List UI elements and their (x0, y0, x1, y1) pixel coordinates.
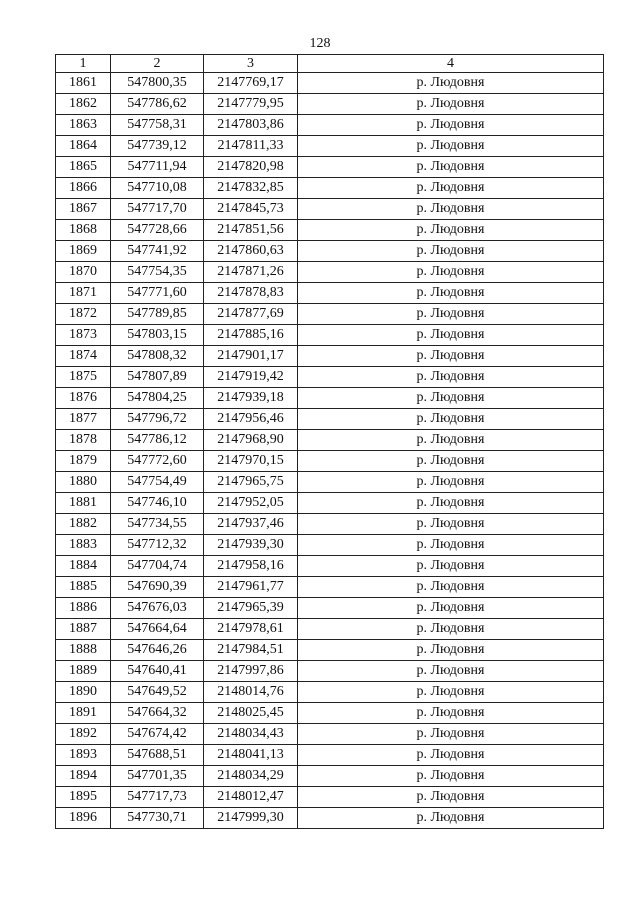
cell-y-coordinate: 2148034,43 (204, 724, 298, 745)
table-row (56, 745, 604, 766)
cell-description: р. Людовня (298, 388, 604, 409)
cell-y-coordinate: 2147968,90 (204, 430, 298, 451)
cell-y-coordinate: 2147820,98 (204, 157, 298, 178)
cell-point-number: 1883 (56, 535, 111, 556)
cell-point-number: 1875 (56, 367, 111, 388)
cell-y-coordinate: 2147803,86 (204, 115, 298, 136)
cell-description: р. Людовня (298, 241, 604, 262)
cell-description: р. Людовня (298, 94, 604, 115)
cell-y-coordinate: 2147965,39 (204, 598, 298, 619)
cell-description: р. Людовня (298, 556, 604, 577)
cell-x-coordinate: 547664,32 (111, 703, 204, 724)
cell-x-coordinate: 547676,03 (111, 598, 204, 619)
cell-x-coordinate: 547688,51 (111, 745, 204, 766)
cell-description: р. Людовня (298, 325, 604, 346)
cell-x-coordinate: 547734,55 (111, 514, 204, 535)
cell-description: р. Людовня (298, 493, 604, 514)
cell-point-number: 1861 (56, 73, 111, 94)
cell-x-coordinate: 547640,41 (111, 661, 204, 682)
cell-x-coordinate: 547772,60 (111, 451, 204, 472)
cell-x-coordinate: 547746,10 (111, 493, 204, 514)
cell-x-coordinate: 547710,08 (111, 178, 204, 199)
cell-x-coordinate: 547646,26 (111, 640, 204, 661)
column-header-description: 4 (298, 55, 604, 73)
cell-y-coordinate: 2147997,86 (204, 661, 298, 682)
cell-description: р. Людовня (298, 409, 604, 430)
table-row (56, 682, 604, 703)
cell-point-number: 1896 (56, 808, 111, 829)
cell-y-coordinate: 2147937,46 (204, 514, 298, 535)
cell-x-coordinate: 547730,71 (111, 808, 204, 829)
table-row (56, 304, 604, 325)
cell-y-coordinate: 2147779,95 (204, 94, 298, 115)
cell-x-coordinate: 547771,60 (111, 283, 204, 304)
cell-x-coordinate: 547808,32 (111, 346, 204, 367)
table-row (56, 619, 604, 640)
cell-description: р. Людовня (298, 598, 604, 619)
cell-point-number: 1876 (56, 388, 111, 409)
cell-description: р. Людовня (298, 472, 604, 493)
cell-point-number: 1880 (56, 472, 111, 493)
cell-description: р. Людовня (298, 304, 604, 325)
cell-x-coordinate: 547704,74 (111, 556, 204, 577)
cell-y-coordinate: 2148014,76 (204, 682, 298, 703)
cell-x-coordinate: 547664,64 (111, 619, 204, 640)
coordinates-table (55, 54, 604, 829)
cell-x-coordinate: 547741,92 (111, 241, 204, 262)
cell-x-coordinate: 547796,72 (111, 409, 204, 430)
cell-x-coordinate: 547728,66 (111, 220, 204, 241)
cell-description: р. Людовня (298, 136, 604, 157)
table-row (56, 220, 604, 241)
table-row (56, 535, 604, 556)
column-header-point-number: 1 (56, 55, 111, 73)
cell-y-coordinate: 2147978,61 (204, 619, 298, 640)
cell-y-coordinate: 2147845,73 (204, 199, 298, 220)
cell-point-number: 1871 (56, 283, 111, 304)
table-row (56, 115, 604, 136)
cell-x-coordinate: 547690,39 (111, 577, 204, 598)
cell-y-coordinate: 2148041,13 (204, 745, 298, 766)
table-row (56, 703, 604, 724)
cell-x-coordinate: 547739,12 (111, 136, 204, 157)
cell-y-coordinate: 2147984,51 (204, 640, 298, 661)
cell-point-number: 1868 (56, 220, 111, 241)
table-row (56, 199, 604, 220)
table-row (56, 430, 604, 451)
cell-y-coordinate: 2147939,18 (204, 388, 298, 409)
table-row (56, 136, 604, 157)
cell-description: р. Людовня (298, 514, 604, 535)
cell-point-number: 1891 (56, 703, 111, 724)
cell-x-coordinate: 547649,52 (111, 682, 204, 703)
cell-description: р. Людовня (298, 367, 604, 388)
column-header-x-coordinate: 2 (111, 55, 204, 73)
table-row (56, 241, 604, 262)
cell-point-number: 1882 (56, 514, 111, 535)
cell-description: р. Людовня (298, 724, 604, 745)
cell-y-coordinate: 2148025,45 (204, 703, 298, 724)
cell-x-coordinate: 547717,70 (111, 199, 204, 220)
table-row (56, 409, 604, 430)
cell-y-coordinate: 2147965,75 (204, 472, 298, 493)
cell-point-number: 1894 (56, 766, 111, 787)
cell-point-number: 1888 (56, 640, 111, 661)
table-row (56, 157, 604, 178)
cell-description: р. Людовня (298, 535, 604, 556)
cell-description: р. Людовня (298, 766, 604, 787)
cell-y-coordinate: 2147811,33 (204, 136, 298, 157)
cell-x-coordinate: 547800,35 (111, 73, 204, 94)
cell-description: р. Людовня (298, 808, 604, 829)
cell-description: р. Людовня (298, 262, 604, 283)
cell-point-number: 1881 (56, 493, 111, 514)
cell-description: р. Людовня (298, 682, 604, 703)
cell-y-coordinate: 2147877,69 (204, 304, 298, 325)
table-row (56, 493, 604, 514)
table-row (56, 598, 604, 619)
cell-y-coordinate: 2147871,26 (204, 262, 298, 283)
cell-point-number: 1892 (56, 724, 111, 745)
cell-point-number: 1879 (56, 451, 111, 472)
cell-point-number: 1862 (56, 94, 111, 115)
cell-description: р. Людовня (298, 115, 604, 136)
table-row (56, 514, 604, 535)
cell-point-number: 1877 (56, 409, 111, 430)
cell-x-coordinate: 547789,85 (111, 304, 204, 325)
cell-point-number: 1889 (56, 661, 111, 682)
cell-x-coordinate: 547717,73 (111, 787, 204, 808)
cell-y-coordinate: 2147832,85 (204, 178, 298, 199)
table-row (56, 577, 604, 598)
cell-y-coordinate: 2147970,15 (204, 451, 298, 472)
cell-y-coordinate: 2147769,17 (204, 73, 298, 94)
cell-description: р. Людовня (298, 157, 604, 178)
cell-point-number: 1874 (56, 346, 111, 367)
table-row (56, 325, 604, 346)
table-row (56, 661, 604, 682)
cell-point-number: 1886 (56, 598, 111, 619)
cell-y-coordinate: 2148034,29 (204, 766, 298, 787)
cell-point-number: 1890 (56, 682, 111, 703)
cell-x-coordinate: 547754,35 (111, 262, 204, 283)
cell-x-coordinate: 547754,49 (111, 472, 204, 493)
cell-y-coordinate: 2147999,30 (204, 808, 298, 829)
table-row (56, 787, 604, 808)
cell-description: р. Людовня (298, 220, 604, 241)
cell-x-coordinate: 547807,89 (111, 367, 204, 388)
table-row (56, 766, 604, 787)
cell-description: р. Людовня (298, 73, 604, 94)
table-row (56, 94, 604, 115)
cell-point-number: 1866 (56, 178, 111, 199)
cell-point-number: 1887 (56, 619, 111, 640)
table-row (56, 724, 604, 745)
cell-description: р. Людовня (298, 451, 604, 472)
cell-description: р. Людовня (298, 703, 604, 724)
cell-description: р. Людовня (298, 745, 604, 766)
cell-point-number: 1885 (56, 577, 111, 598)
cell-y-coordinate: 2147860,63 (204, 241, 298, 262)
page-number: 128 (309, 36, 331, 51)
cell-description: р. Людовня (298, 787, 604, 808)
cell-point-number: 1895 (56, 787, 111, 808)
table-body (56, 73, 604, 829)
cell-x-coordinate: 547758,31 (111, 115, 204, 136)
cell-description: р. Людовня (298, 577, 604, 598)
cell-point-number: 1863 (56, 115, 111, 136)
cell-x-coordinate: 547803,15 (111, 325, 204, 346)
cell-point-number: 1870 (56, 262, 111, 283)
cell-point-number: 1884 (56, 556, 111, 577)
table-row (56, 367, 604, 388)
table-row (56, 472, 604, 493)
cell-point-number: 1869 (56, 241, 111, 262)
cell-description: р. Людовня (298, 619, 604, 640)
cell-description: р. Людовня (298, 640, 604, 661)
cell-y-coordinate: 2147956,46 (204, 409, 298, 430)
cell-y-coordinate: 2147885,16 (204, 325, 298, 346)
cell-point-number: 1878 (56, 430, 111, 451)
cell-point-number: 1864 (56, 136, 111, 157)
cell-y-coordinate: 2147952,05 (204, 493, 298, 514)
cell-y-coordinate: 2147958,16 (204, 556, 298, 577)
cell-y-coordinate: 2147901,17 (204, 346, 298, 367)
cell-x-coordinate: 547712,32 (111, 535, 204, 556)
cell-point-number: 1865 (56, 157, 111, 178)
cell-description: р. Людовня (298, 283, 604, 304)
column-header-y-coordinate: 3 (204, 55, 298, 73)
cell-description: р. Людовня (298, 199, 604, 220)
cell-point-number: 1872 (56, 304, 111, 325)
cell-x-coordinate: 547786,62 (111, 94, 204, 115)
table-row (56, 808, 604, 829)
cell-x-coordinate: 547804,25 (111, 388, 204, 409)
cell-x-coordinate: 547711,94 (111, 157, 204, 178)
table-row (56, 283, 604, 304)
cell-point-number: 1867 (56, 199, 111, 220)
cell-description: р. Людовня (298, 661, 604, 682)
cell-x-coordinate: 547674,42 (111, 724, 204, 745)
table-row (56, 73, 604, 94)
cell-y-coordinate: 2148012,47 (204, 787, 298, 808)
table-row (56, 346, 604, 367)
cell-y-coordinate: 2147878,83 (204, 283, 298, 304)
table-row (56, 640, 604, 661)
table-row (56, 388, 604, 409)
cell-y-coordinate: 2147851,56 (204, 220, 298, 241)
cell-description: р. Людовня (298, 178, 604, 199)
table-row (56, 556, 604, 577)
table-header-row (56, 55, 604, 73)
cell-y-coordinate: 2147939,30 (204, 535, 298, 556)
cell-description: р. Людовня (298, 346, 604, 367)
cell-point-number: 1873 (56, 325, 111, 346)
table-row (56, 262, 604, 283)
cell-x-coordinate: 547701,35 (111, 766, 204, 787)
cell-y-coordinate: 2147919,42 (204, 367, 298, 388)
table-row (56, 178, 604, 199)
cell-y-coordinate: 2147961,77 (204, 577, 298, 598)
table-row (56, 451, 604, 472)
cell-description: р. Людовня (298, 430, 604, 451)
cell-point-number: 1893 (56, 745, 111, 766)
cell-x-coordinate: 547786,12 (111, 430, 204, 451)
